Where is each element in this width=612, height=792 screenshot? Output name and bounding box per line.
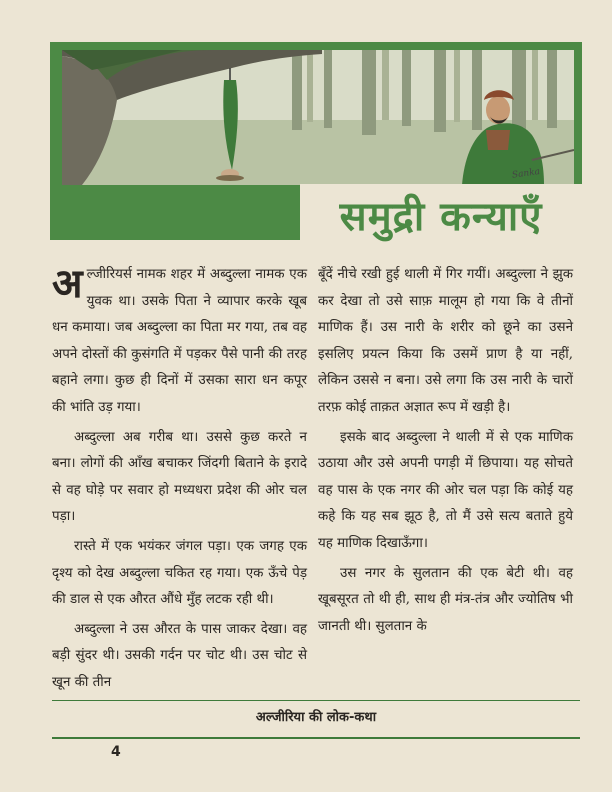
forest-illustration xyxy=(62,50,574,185)
page-number: 4 xyxy=(111,744,121,760)
illustrator-signature: Sanka xyxy=(511,166,541,181)
left-column xyxy=(52,262,307,700)
right-column xyxy=(318,262,573,643)
paragraph: अल्जीरियर्स नामक शहर में अब्दुल्ला नामक एक युवक था। उसके पिता ने व्यापार करके खूब धन कमाया। जब अब्दुल्ला का पिता मर गया, तब वह अपने दोस्तों की कुसंगति में पड़कर पैसे पानी की तरह बहाने लगा। कुछ ही दिनों में उसका सारा धन कपूर की भांति उड़ गया। xyxy=(52,261,307,415)
paragraph: उस नगर के सुलतान की एक बेटी थी। वह खूबसूरत तो थी ही, साथ ही मंत्र-तंत्र और ज्योतिष भी जानती थी। सुलतान के xyxy=(318,565,573,634)
series-title: अल्जीरिया की लोक-कथा xyxy=(255,710,377,725)
footer-rule-bottom xyxy=(52,737,580,739)
paragraph: बूँदें नीचे रखी हुई थाली में गिर गयीं। अब्दुल्ला ने झुक कर देखा तो उसे साफ़ मालूम हो गया कि वे तीनों माणिक हैं। उस नारी के शरीर को छूने का उसने इसलिए प्रयत्न किया कि उसमें प्राण है या नहीं, लेकिन उससे न बना। उसे लगा कि उस नारी के चारों तरफ़ कोई ताक़त अज्ञात रूप में खड़ी है। xyxy=(318,267,573,415)
drop-cap: अ xyxy=(52,261,83,307)
paragraph: अब्दुल्ला ने उस औरत के पास जाकर देखा। वह बड़ी सुंदर थी। उसकी गर्दन पर चोट थी। उस चोट से खून की तीन xyxy=(52,621,307,690)
paragraph: इसके बाद अब्दुल्ला ने थाली में से एक माणिक उठाया और उसे अपनी पगड़ी में छिपाया। यह सोचते वह पास के एक नगर की ओर चल पड़ा कि कोई यह कहे कि यह सब झूठ है, तो मैं उसे सत्य बताते हुये यह माणिक दिखाऊँगा। xyxy=(318,429,573,551)
story-title: समुद्री कन्याएँ xyxy=(339,193,543,240)
footer-rule-top xyxy=(52,700,580,701)
paragraph: अब्दुल्ला अब गरीब था। उससे कुछ करते न बना। लोगों की आँख बचाकर जिंदगी बिताने के इरादे से वह घोड़े पर सवार हो मध्यधरा प्रदेश की ओर चल पड़ा। xyxy=(52,429,307,525)
paragraph: रास्ते में एक भयंकर जंगल पड़ा। एक जगह एक दृश्य को देख अब्दुल्ला चकित रह गया। एक ऊँचे पेड़ की डाल से एक औरत औंधे मुँह लटक रही थी। xyxy=(52,538,307,608)
